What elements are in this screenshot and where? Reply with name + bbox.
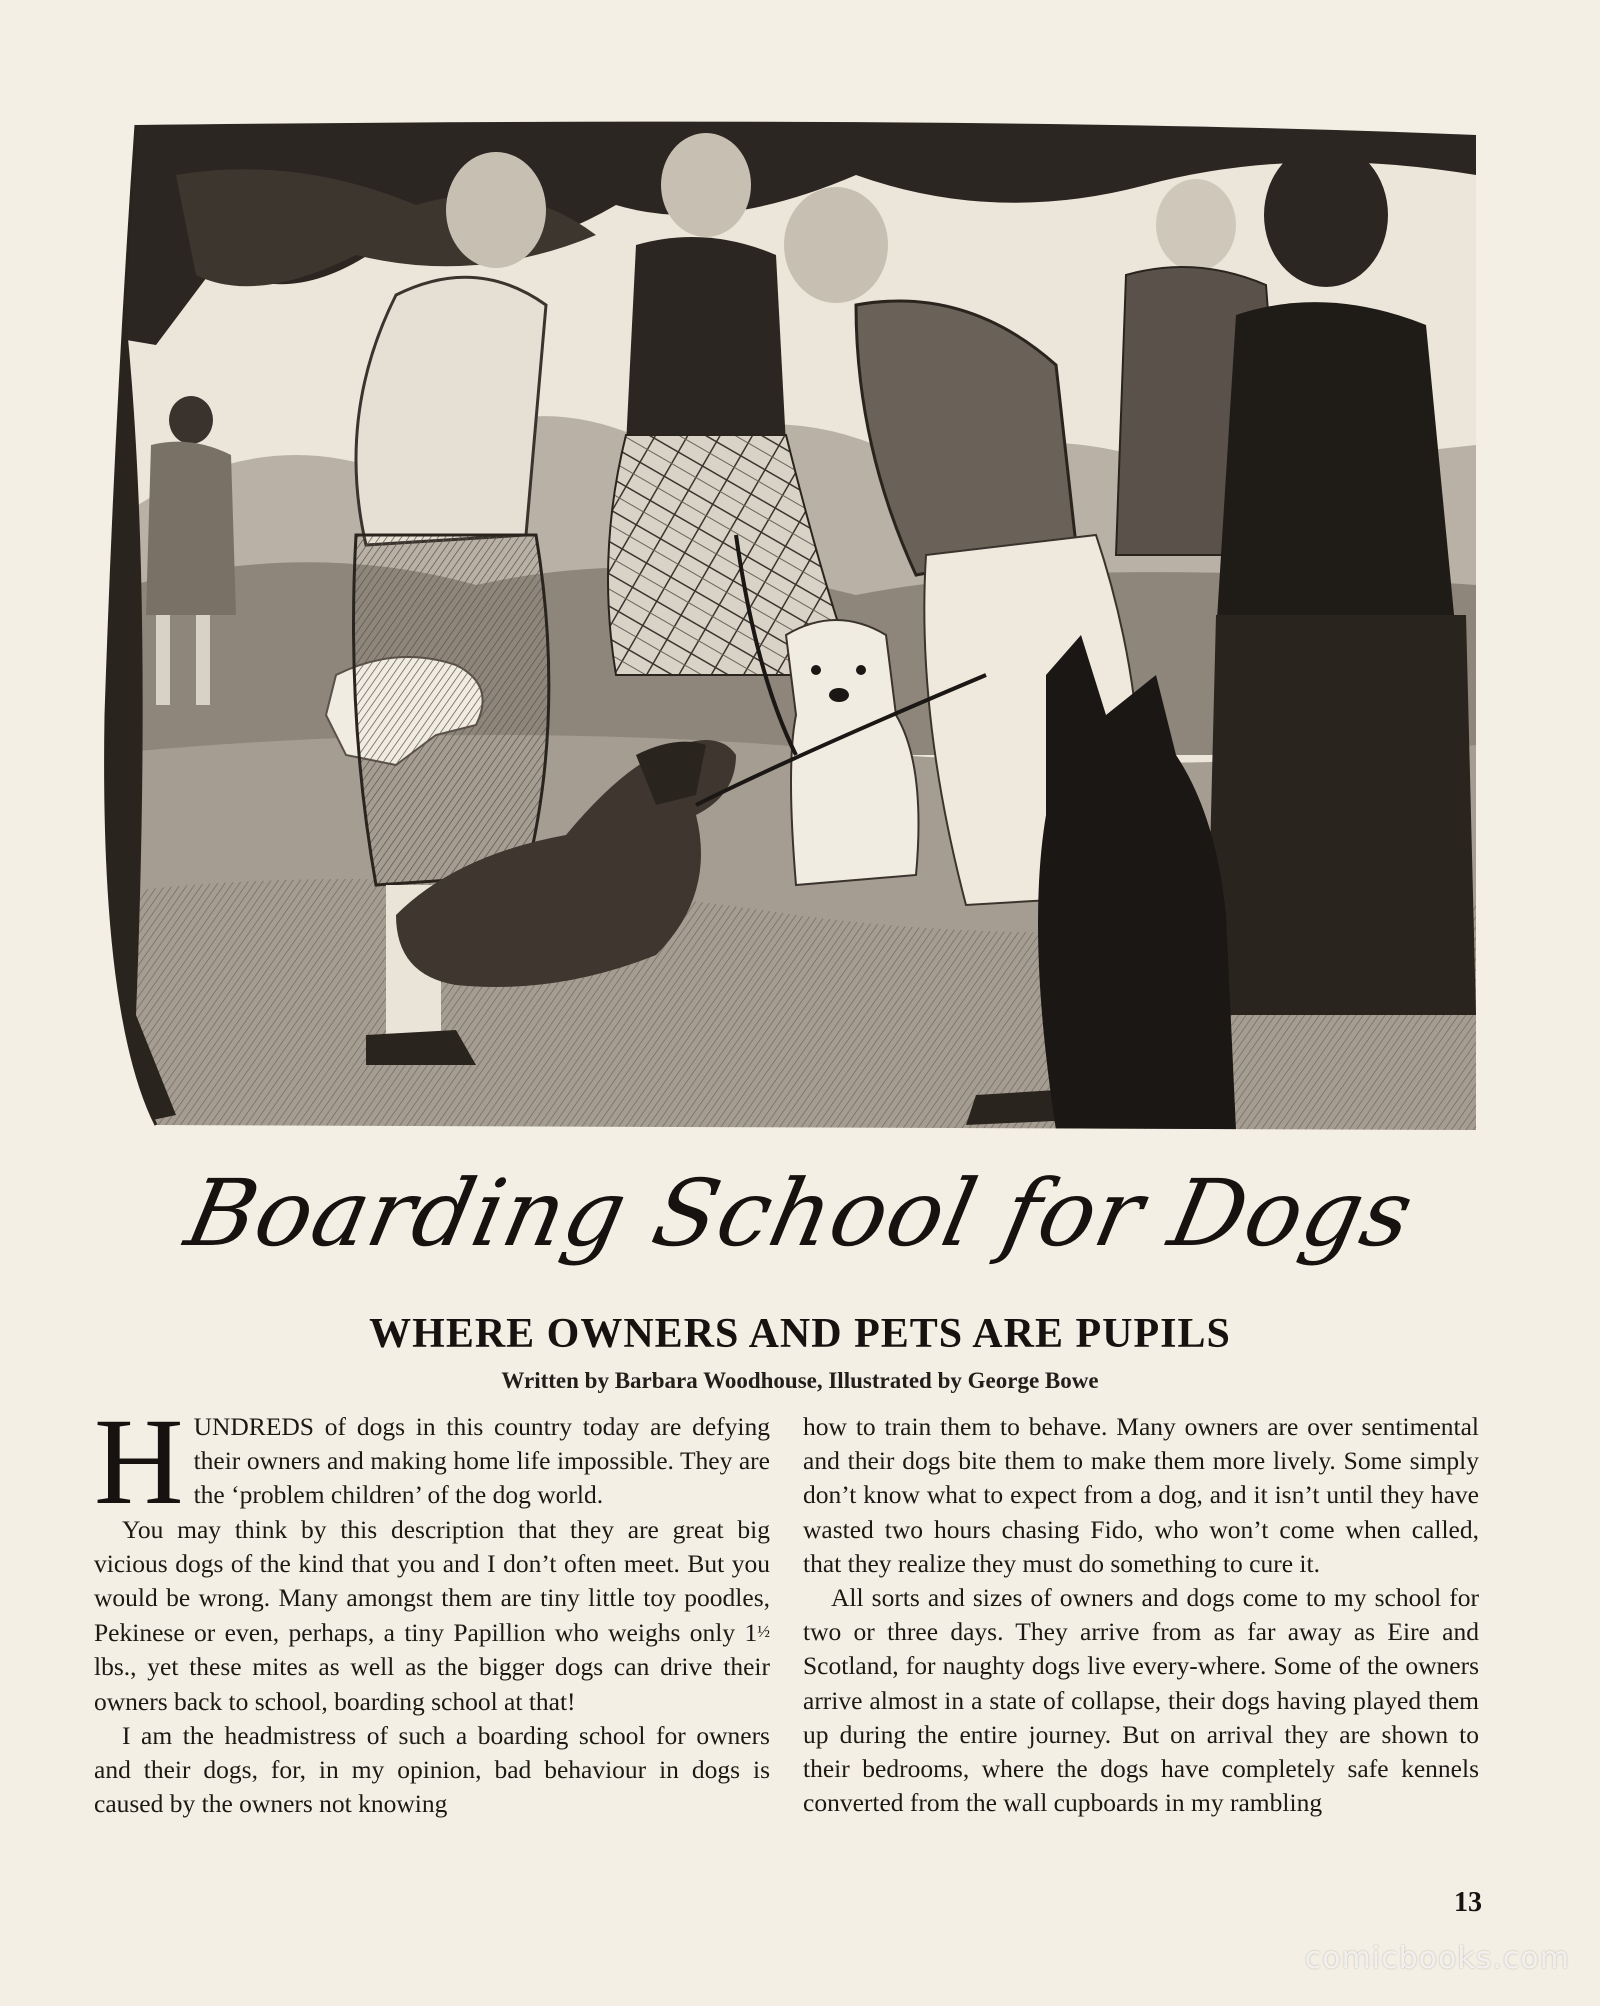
dog-training-illustration [96,115,1476,1130]
right-paragraph-2: All sorts and sizes of owners and dogs come to my school for two or three days. They arrive from as far away as Eire and Scotland, for naughty dogs live every-where. Some of the owners arrive almost in a state of collapse, their dogs having played them up during the entire journey. But on arrival they are shown to their bedrooms, where the dogs have completely safe kennels converted from the wall cupboards in my rambling [803,1583,1479,1818]
right-paragraph-1: how to train them to behave. Many owners are over sentimental and their dogs bite them to make them more lively. Some simply don’t know what to expect from a dog, and it isn’t until they have wasted two hours chasing Fido, who won’t come when called, that they realize they must do something to cure it. [803,1412,1479,1578]
left-paragraph-3: I am the headmistress of such a boarding school for owners and their dogs, for, in my opinion, bad behaviour in dogs is caused by the owners not knowing [94,1720,770,1819]
left-paragraph-1 [94,1393,770,1530]
right-column [803,1410,1479,1820]
left-paragraph-2 [94,1513,770,1719]
page-number: 13 [1454,1887,1482,1918]
left-column [94,1393,770,1821]
left-paragraph-2-text-a: You may think by this description that they are great big vicious dogs of the kind that you and I don’t often meet. But you would be wrong. Many amongst them are tiny little toy poodles, Pekinese or even, perhaps, a tiny Papillion who weighs only 1 [94,1514,770,1648]
article-subtitle: WHERE OWNERS AND PETS ARE PUPILS [369,1311,1231,1357]
left-paragraph-2-text-b: lbs., yet these mites as well as the bigger dogs can drive their owners back to school, boarding school at that! [94,1652,770,1716]
left-paragraph-1-text: UNDREDS of dogs in this country today are defying their owners and making home life impossible. They are the ‘problem children’ of the dog world. [193,1412,770,1510]
article-byline: Written by Barbara Woodhouse, Illustrated by George Bowe [501,1368,1099,1393]
article-title: Boarding School for Dogs [177,1160,1423,1267]
drop-cap: H [94,1393,184,1530]
watermark: comicbooks.com [1304,1941,1570,1976]
fraction: ½ [757,1622,770,1642]
